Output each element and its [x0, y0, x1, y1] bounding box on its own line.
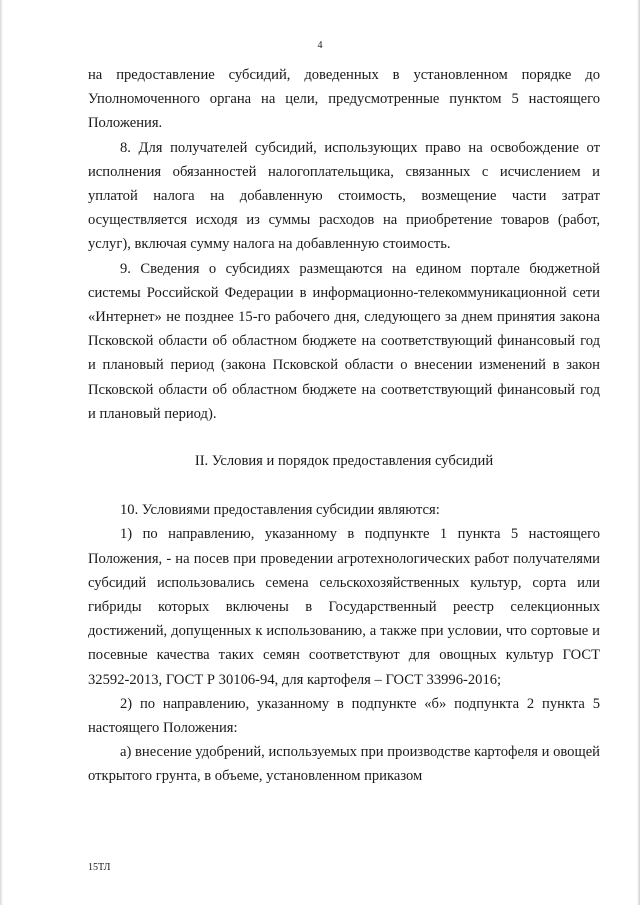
paragraph-subitem-2: 2) по направлению, указанному в подпункте «б» подпункта 2 пункта 5 настоящего Положения: — [88, 695, 600, 737]
scan-edge-left — [0, 0, 3, 905]
footer-document-code: 15ТЛ — [88, 862, 111, 873]
paragraph-item-9: 9. Сведения о субсидиях размещаются на едином портале бюджетной системы Российской Федерации в информационно-телекоммуникационной сети «Интернет» не позднее 15-го рабочего дня, следующего за днем принятия закона Псковской области об областном бюджете на соответствующий финансовый год и плановый период (закона Псковской области о внесении изменений в закон Псковской области об областном бюджете на соответствующий финансовый год и плановый период). — [88, 260, 600, 422]
section-heading: II. Условия и порядок предоставления субсидий — [194, 453, 494, 470]
paragraph-item-10: 10. Условиями предоставления субсидии являются: — [120, 502, 440, 519]
page-number: 4 — [317, 40, 323, 51]
paragraph-continuation: на предоставление субсидий, доведенных в установленном порядке до Уполномоченного органа на цели, предусмотренные пунктом 5 настоящего Положения. — [88, 67, 600, 132]
document-body — [88, 63, 600, 789]
paragraph-subitem-a: а) внесение удобрений, используемых при производстве картофеля и овощей открытого грунта, в объеме, установленном приказом — [88, 744, 600, 785]
paragraph-subitem-1: 1) по направлению, указанному в подпункте 1 пункта 5 настоящего Положения, - на посев при проведении агротехнологических работ получателями субсидий использовались семена сельскохозяйственных культур, сорта или гибриды которых включены в Государственный реестр селекционных достижений, допущенных к использованию, а также при условии, что сортовые и посевные качества таких семян соответствуют для овощных культур ГОСТ 32592-2013, ГОСТ Р 30106-94, для картофеля – ГОСТ 33996-2016; — [88, 526, 600, 688]
paragraph-item-8: 8. Для получателей субсидий, использующих право на освобождение от исполнения обязанностей налогоплательщика, связанных с исчислением и уплатой налога на добавленную стоимость, возмещение части затрат осуществляется исходя из суммы расходов на приобретение товаров (работ, услуг), включая сумму налога на добавленную стоимость. — [88, 139, 600, 253]
